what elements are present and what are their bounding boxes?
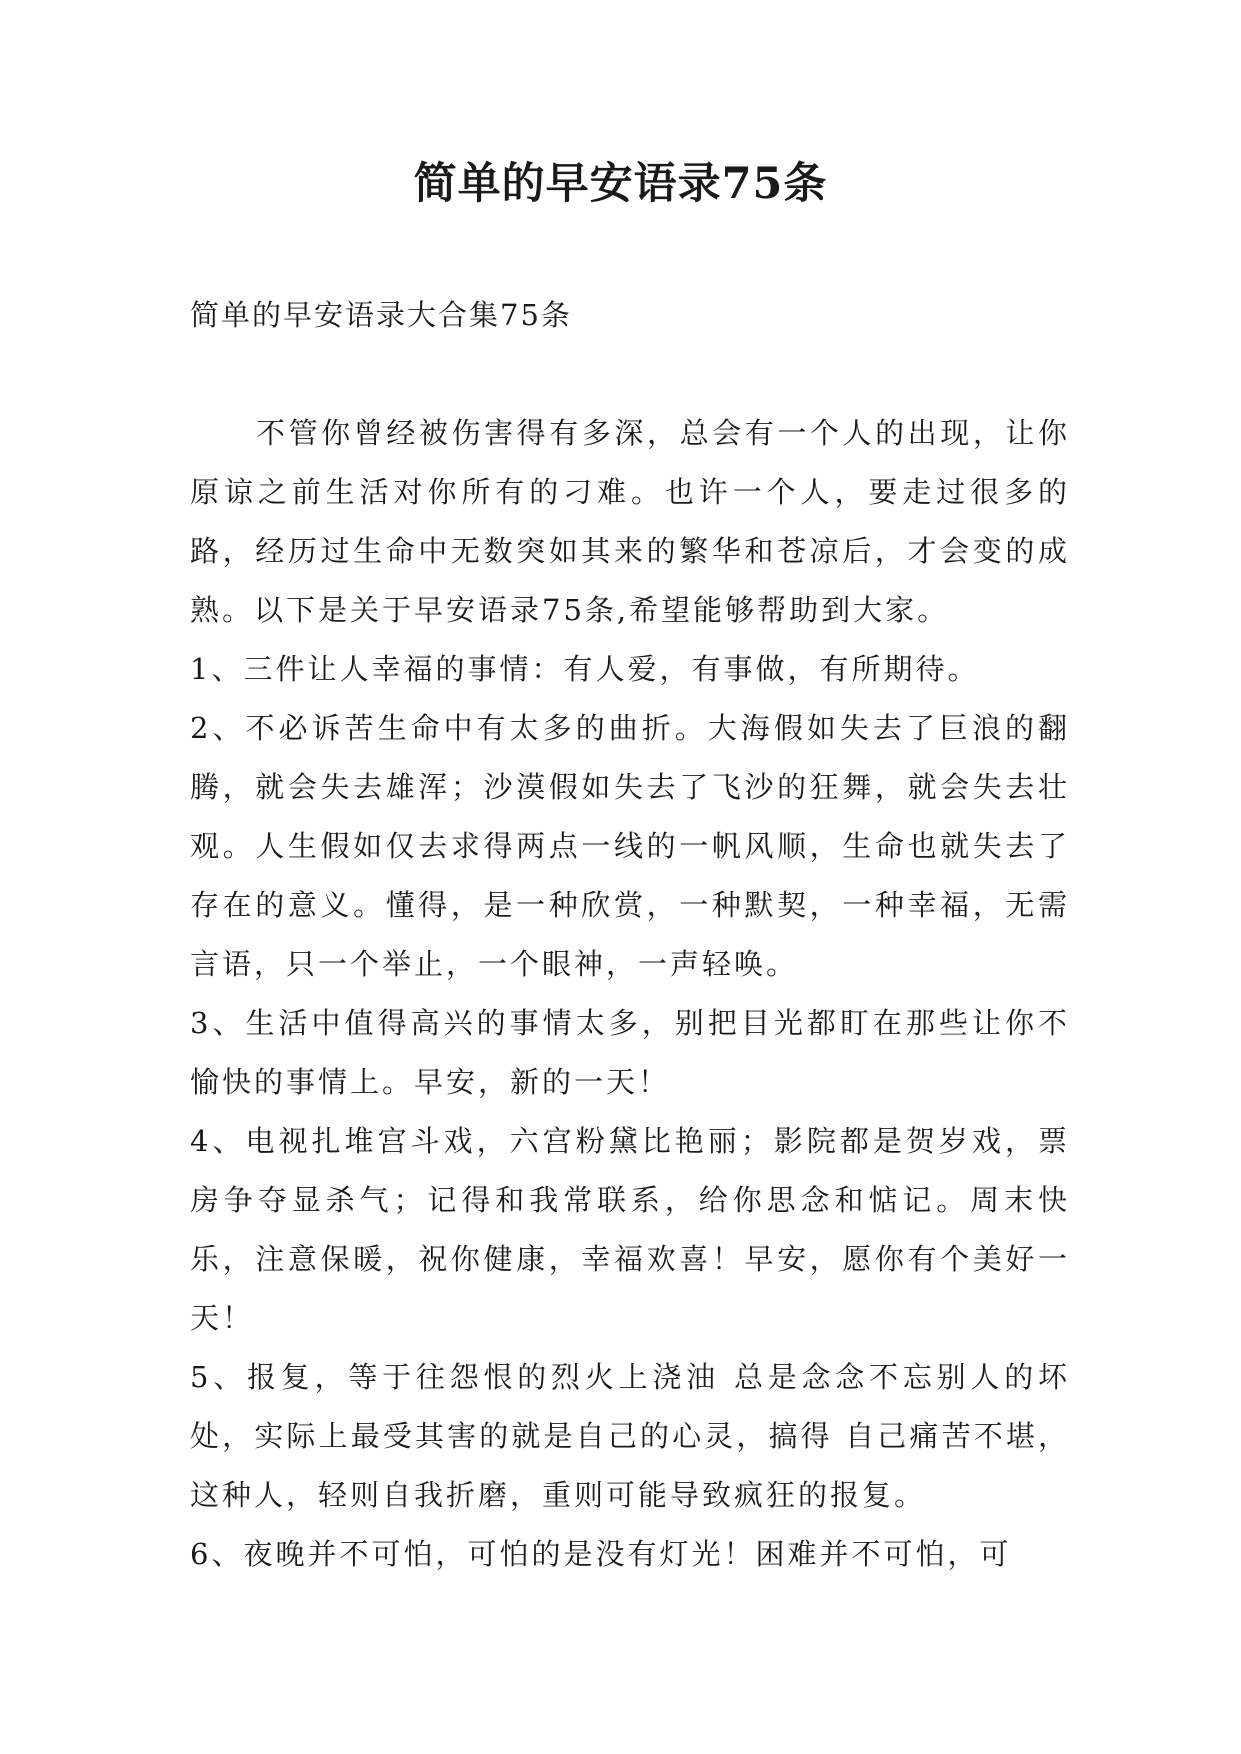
quote-item-3: 3、生活中值得高兴的事情太多，别把目光都盯在那些让你不愉快的事情上。早安，新的一天！ bbox=[190, 1006, 1070, 1099]
quote-item-2: 2、不必诉苦生命中有太多的曲折。大海假如失去了巨浪的翻腾，就会失去雄浑；沙漠假如失去了飞沙的狂舞，就会失去壮观。人生假如仅去求得两点一线的一帆风顺，生命也就失去了存在的意义。懂得，是一种欣赏，一种默契，一种幸福，无需言语，只一个举止，一个眼神，一声轻唤。 bbox=[190, 711, 1070, 981]
quote-item-4: 4、电视扎堆宫斗戏，六宫粉黛比艳丽；影院都是贺岁戏，票房争夺显杀气；记得和我常联系，给你思念和惦记。周末快乐，注意保暖，祝你健康，幸福欢喜！早安，愿你有个美好一天！ bbox=[190, 1124, 1070, 1335]
quote-item-5: 5、报复，等于往怨恨的烈火上浇油 总是念念不忘别人的坏处，实际上最受其害的就是自己的心灵，搞得 自己痛苦不堪，这种人，轻则自我折磨，重则可能导致疯狂的报复。 bbox=[190, 1360, 1070, 1512]
document-body bbox=[190, 404, 1070, 1584]
quote-item-6: 6、夜晚并不可怕，可怕的是没有灯光！困难并不可怕，可 bbox=[190, 1537, 1012, 1571]
quote-item-1: 1、三件让人幸福的事情：有人爱，有事做，有所期待。 bbox=[190, 652, 980, 686]
document-title: 简单的早安语录75条 bbox=[413, 159, 828, 209]
intro-paragraph: 不管你曾经被伤害得有多深，总会有一个人的出现，让你原谅之前生活对你所有的刁难。也许一个人，要走过很多的路，经历过生命中无数突如其来的繁华和苍凉后，才会变的成熟。以下是关于早安语录75条,希望能够帮助到大家。 bbox=[190, 416, 1070, 627]
document-subtitle: 简单的早安语录大合集75条 bbox=[190, 298, 572, 332]
